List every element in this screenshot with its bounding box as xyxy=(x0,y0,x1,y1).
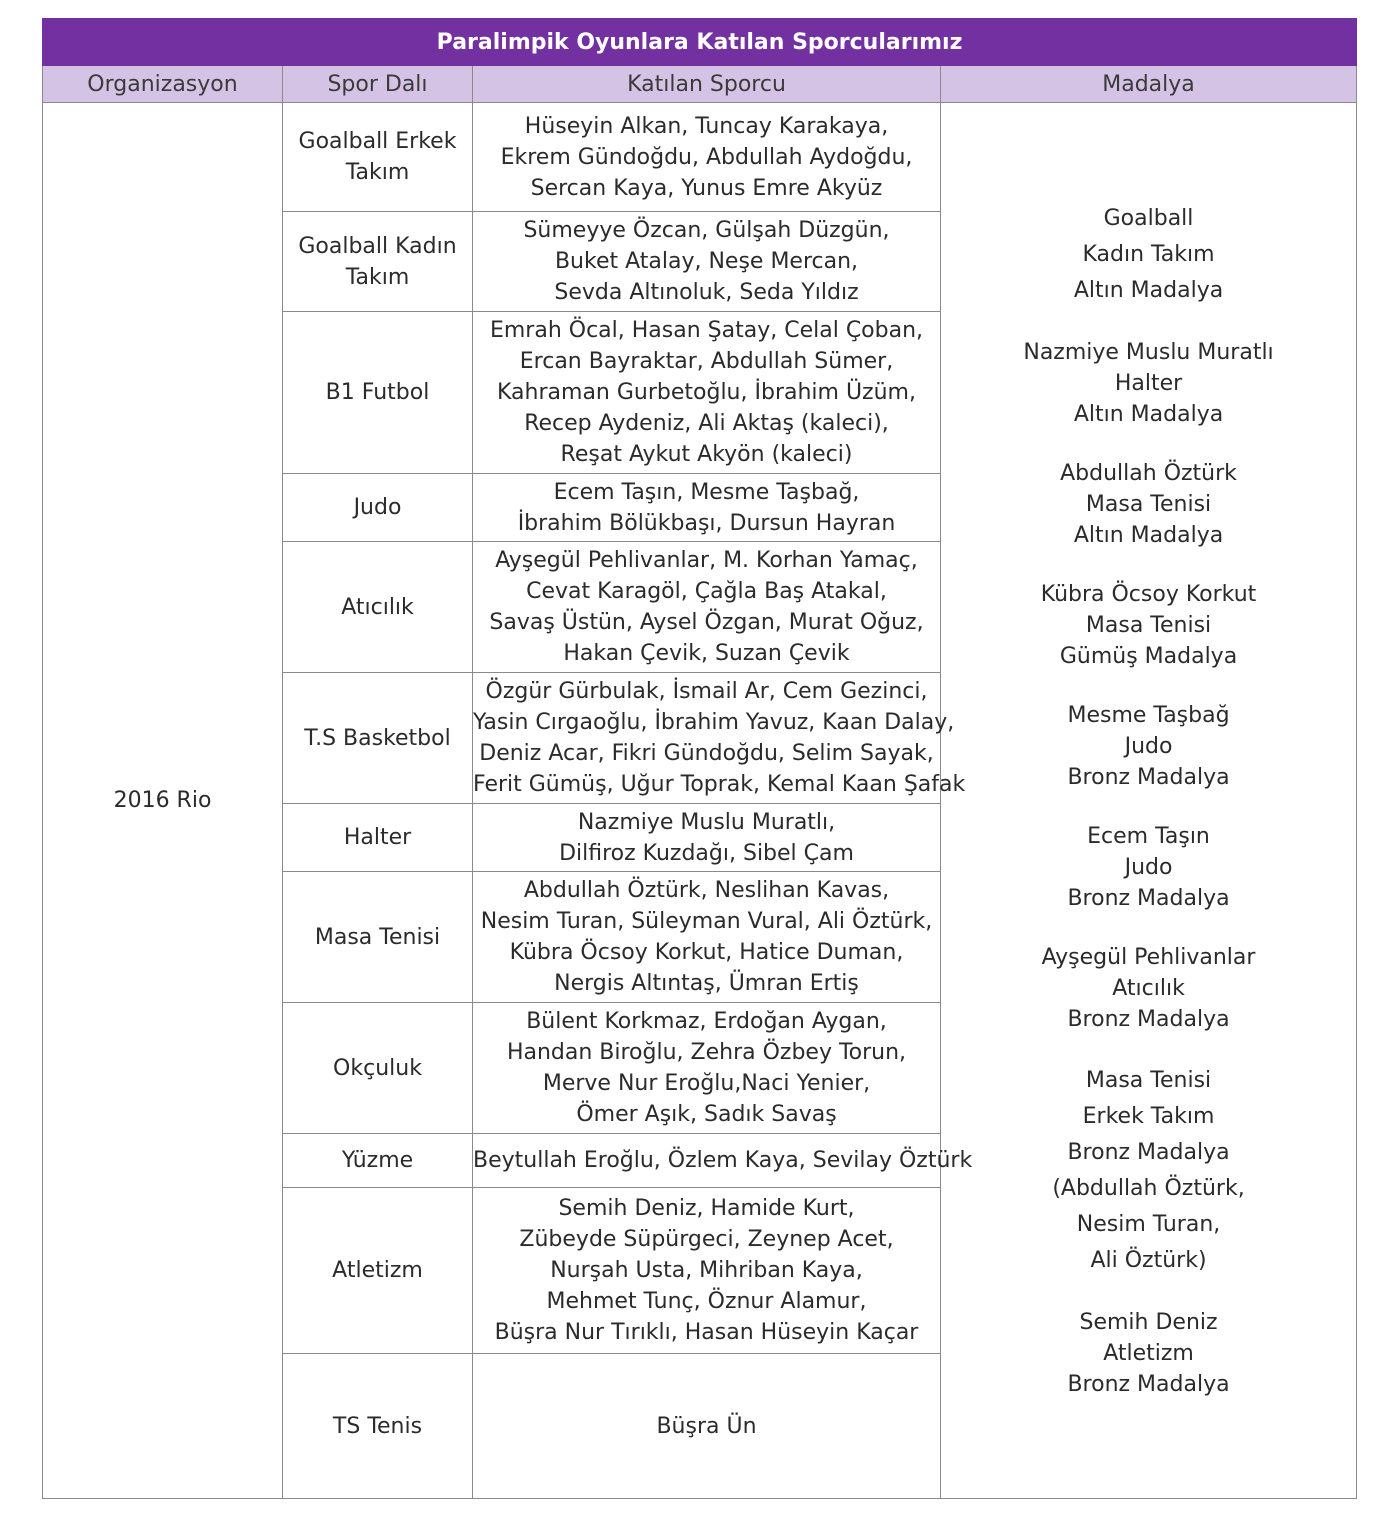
athlete-line: Ferit Gümüş, Uğur Toprak, Kemal Kaan Şafak xyxy=(473,772,966,797)
sport-cell xyxy=(283,1354,473,1499)
athlete-line: Ekrem Gündoğdu, Abdullah Aydoğdu, xyxy=(500,144,913,170)
medal-line: Erkek Takım xyxy=(1082,1104,1215,1129)
medal-line: Altın Madalya xyxy=(1073,523,1224,548)
medal-entry xyxy=(1067,1307,1229,1400)
medal-line: Masa Tenisi xyxy=(1085,492,1212,517)
medal-line: Kübra Öcsoy Korkut xyxy=(1040,582,1257,607)
medal-line: Bronz Madalya xyxy=(1067,1372,1230,1397)
header-row xyxy=(43,66,1357,103)
medal-list xyxy=(941,201,1356,1400)
athlete-line: Bülent Korkmaz, Erdoğan Aygan, xyxy=(526,1009,887,1034)
sport-line: Yüzme xyxy=(341,1148,414,1173)
medal-line: Goalball xyxy=(1103,206,1194,231)
header-organization: Organizasyon xyxy=(43,66,283,103)
medal-line: Gümüş Madalya xyxy=(1059,644,1238,669)
sport-line: Halter xyxy=(343,825,412,850)
medal-entry xyxy=(1067,821,1229,914)
sport-cell xyxy=(283,103,473,212)
medal-line: Ecem Taşın xyxy=(1087,824,1210,849)
sport-line: Judo xyxy=(353,495,402,520)
athlete-line: Semih Deniz, Hamide Kurt, xyxy=(558,1196,855,1221)
medal-line: Masa Tenisi xyxy=(1085,1068,1212,1093)
athlete-line: Buket Atalay, Neşe Mercan, xyxy=(554,249,859,274)
medal-entry xyxy=(1052,1063,1244,1279)
sport-line: Takım xyxy=(345,160,410,185)
table-row xyxy=(43,103,1357,212)
athlete-line: Mehmet Tunç, Öznur Alamur, xyxy=(546,1289,867,1314)
athlete-line: Sümeyye Özcan, Gülşah Düzgün, xyxy=(523,218,890,243)
sport-cell xyxy=(283,1003,473,1134)
medal-line: Atıcılık xyxy=(1112,976,1185,1001)
medal-line: Nesim Turan, xyxy=(1076,1212,1221,1237)
sport-line: Masa Tenisi xyxy=(314,924,441,950)
medal-entry xyxy=(1074,201,1223,309)
medal-line: Judo xyxy=(1124,734,1173,759)
athlete-line: Nesim Turan, Süleyman Vural, Ali Öztürk, xyxy=(480,909,933,934)
sport-line: Takım xyxy=(345,264,410,290)
athletes-cell xyxy=(473,804,941,872)
athlete-line: Dilfiroz Kuzdağı, Sibel Çam xyxy=(559,840,854,866)
medal-line: Mesme Taşbağ xyxy=(1067,703,1230,728)
athlete-line: Emrah Öcal, Hasan Şatay, Celal Çoban, xyxy=(489,318,924,343)
sport-cell xyxy=(283,474,473,542)
athlete-line: Hüseyin Alkan, Tuncay Karakaya, xyxy=(524,113,889,139)
medal-line: Judo xyxy=(1124,855,1173,880)
medal-line: Ayşegül Pehlivanlar xyxy=(1041,945,1256,970)
medal-entry xyxy=(1060,458,1237,551)
medal-line: Kadın Takım xyxy=(1082,242,1215,267)
medal-line: Bronz Madalya xyxy=(1067,886,1230,911)
sport-line: Goalball Erkek xyxy=(298,129,457,154)
athletes-cell xyxy=(473,1003,941,1134)
athlete-line: Kahraman Gurbetoğlu, İbrahim Üzüm, xyxy=(497,380,916,405)
medal-line: Abdullah Öztürk xyxy=(1060,461,1237,486)
athletes-cell xyxy=(473,474,941,542)
medal-line: Semih Deniz xyxy=(1079,1310,1218,1335)
sport-cell xyxy=(283,542,473,673)
table-title: Paralimpik Oyunlara Katılan Sporcularımız xyxy=(43,19,1357,66)
athlete-line: Kübra Öcsoy Korkut, Hatice Duman, xyxy=(509,940,904,965)
athletes-cell xyxy=(473,1134,973,1188)
sport-line: Okçuluk xyxy=(333,1055,422,1081)
sport-line: B1 Futbol xyxy=(325,380,430,405)
sport-line: TS Tenis xyxy=(332,1413,423,1439)
medal-entry xyxy=(1023,337,1273,430)
athlete-line: Savaş Üstün, Aysel Özgan, Murat Oğuz, xyxy=(489,610,924,635)
medal-line: (Abdullah Öztürk, xyxy=(1052,1176,1245,1201)
sport-line: Atıcılık xyxy=(341,594,414,620)
athletes-cell xyxy=(473,212,941,312)
sport-cell xyxy=(283,212,473,312)
medal-line: Nazmiye Muslu Muratlı xyxy=(1023,340,1274,365)
athlete-line: Deniz Acar, Fikri Gündoğdu, Selim Sayak, xyxy=(479,741,934,766)
medal-line: Altın Madalya xyxy=(1073,402,1224,427)
paralympic-athletes-table xyxy=(42,18,1357,1499)
sport-cell xyxy=(283,312,473,474)
athlete-line: Abdullah Öztürk, Neslihan Kavas, xyxy=(523,878,890,903)
athlete-line: Nazmiye Muslu Muratlı, xyxy=(577,809,836,835)
athlete-line: Büşra Nur Tırıklı, Hasan Hüseyin Kaçar xyxy=(494,1320,919,1345)
organization-cell: 2016 Rio xyxy=(43,103,283,1499)
athlete-line: Nergis Altıntaş, Ümran Ertiş xyxy=(554,971,859,996)
medal-entry xyxy=(1041,579,1257,672)
athlete-line: Reşat Aykut Akyön (kaleci) xyxy=(560,442,853,467)
athlete-line: Hakan Çevik, Suzan Çevik xyxy=(563,641,850,666)
medal-line: Atletizm xyxy=(1103,1341,1194,1366)
header-athletes: Katılan Sporcu xyxy=(473,66,941,103)
athlete-line: Sercan Kaya, Yunus Emre Akyüz xyxy=(530,175,883,201)
athlete-line: Merve Nur Eroğlu,Naci Yenier, xyxy=(542,1071,871,1096)
medal-line: Halter xyxy=(1114,371,1183,396)
athlete-line: Recep Aydeniz, Ali Aktaş (kaleci), xyxy=(524,411,889,436)
header-sport: Spor Dalı xyxy=(283,66,473,103)
sport-cell xyxy=(283,872,473,1003)
athlete-line: Nurşah Usta, Mihriban Kaya, xyxy=(550,1258,863,1283)
athletes-cell xyxy=(473,542,941,673)
sport-cell xyxy=(283,1134,473,1188)
athlete-line: Özgür Gürbulak, İsmail Ar, Cem Gezinci, xyxy=(485,679,928,704)
medals-cell xyxy=(941,103,1357,1499)
athlete-line: Beytullah Eroğlu, Özlem Kaya, Sevilay Öztürk xyxy=(473,1148,973,1173)
sport-line: Atletizm xyxy=(332,1258,423,1283)
athletes-cell xyxy=(473,103,941,212)
athletes-cell xyxy=(473,312,941,474)
medal-line: Masa Tenisi xyxy=(1085,613,1212,638)
athletes-cell xyxy=(473,1354,941,1499)
sport-cell xyxy=(283,804,473,872)
athlete-line: Ömer Aşık, Sadık Savaş xyxy=(576,1102,837,1127)
sport-line: T.S Basketbol xyxy=(304,725,451,751)
athlete-line: Ecem Taşın, Mesme Taşbağ, xyxy=(553,479,860,505)
athlete-line: Büşra Ün xyxy=(656,1413,757,1439)
medal-line: Altın Madalya xyxy=(1073,278,1224,303)
table-body xyxy=(43,103,1357,1499)
medal-line: Bronz Madalya xyxy=(1067,1140,1230,1165)
athlete-line: Handan Biroğlu, Zehra Özbey Torun, xyxy=(506,1040,907,1065)
medal-entry xyxy=(1067,700,1229,793)
header-medal: Madalya xyxy=(941,66,1357,103)
athletes-cell xyxy=(473,1188,941,1354)
athlete-line: İbrahim Bölükbaşı, Dursun Hayran xyxy=(517,510,896,536)
athlete-line: Sevda Altınoluk, Seda Yıldız xyxy=(554,280,859,305)
title-row xyxy=(43,19,1357,66)
athletes-cell xyxy=(473,673,966,804)
medal-line: Bronz Madalya xyxy=(1067,1007,1230,1032)
medal-line: Ali Öztürk) xyxy=(1090,1248,1207,1273)
athletes-cell xyxy=(473,872,941,1003)
athlete-line: Yasin Cırgaoğlu, İbrahim Yavuz, Kaan Dalay, xyxy=(473,710,955,735)
athlete-line: Ercan Bayraktar, Abdullah Sümer, xyxy=(519,349,894,374)
athlete-line: Zübeyde Süpürgeci, Zeynep Acet, xyxy=(519,1227,894,1252)
sport-line: Goalball Kadın xyxy=(298,233,457,259)
sport-cell xyxy=(283,673,473,804)
sport-cell xyxy=(283,1188,473,1354)
medal-line: Bronz Madalya xyxy=(1067,765,1230,790)
athlete-line: Ayşegül Pehlivanlar, M. Korhan Yamaç, xyxy=(495,548,918,573)
medal-entry xyxy=(1042,942,1256,1035)
athlete-line: Cevat Karagöl, Çağla Baş Atakal, xyxy=(526,579,887,604)
